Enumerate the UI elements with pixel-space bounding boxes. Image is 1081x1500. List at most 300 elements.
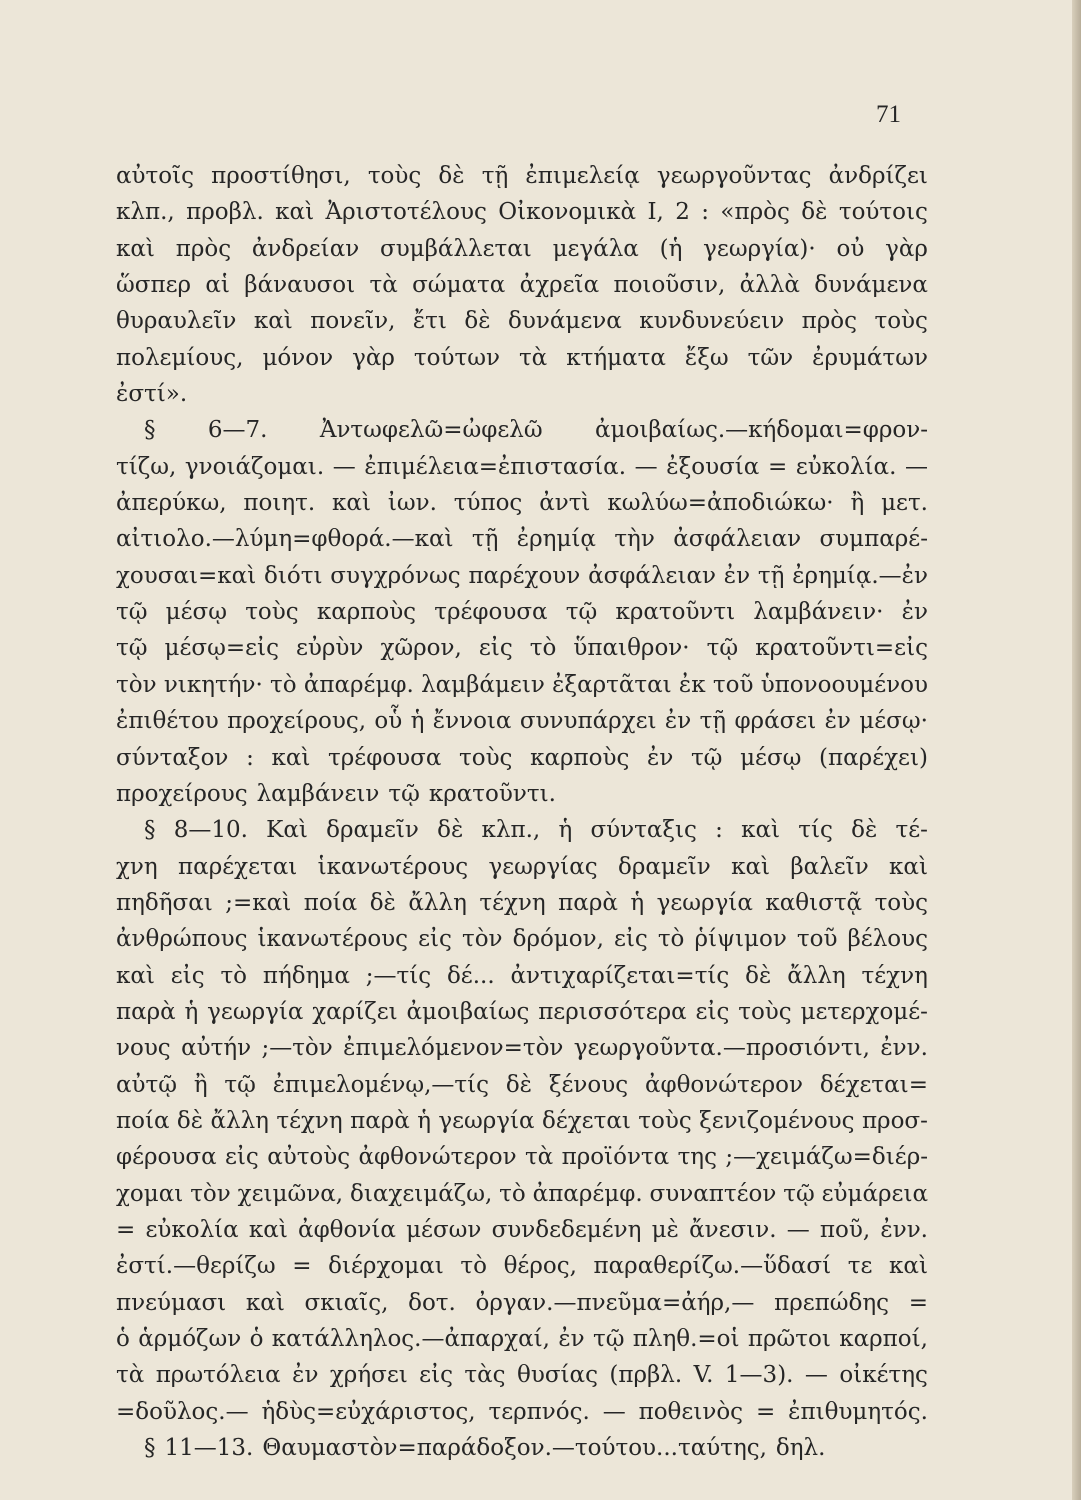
word: τύπος [453, 490, 523, 517]
word: ἄλλη [787, 962, 846, 989]
word: σκιαῖς, [304, 1289, 389, 1316]
word: ἐστί». [116, 381, 188, 408]
word: τὸ [529, 635, 557, 662]
word: εἰς [418, 926, 452, 953]
word: παραθερίζω.—ὕδασί [593, 1253, 832, 1280]
word: λαμβάνειν· [753, 599, 884, 626]
word: — [804, 1362, 828, 1389]
word: μόνον [262, 344, 334, 371]
word: προσ- [861, 1107, 928, 1134]
text-line [116, 1030, 928, 1066]
word: πρὸς [801, 308, 858, 335]
word: ἰων. [387, 490, 437, 517]
word: γεωργία [438, 1107, 535, 1134]
word: ἐπιθέτου [116, 708, 219, 735]
word: = [292, 1253, 312, 1280]
word: 11—13. [164, 1435, 254, 1462]
word: καὶ [116, 235, 155, 262]
word: κλπ., [481, 817, 541, 844]
word: Ἀριστοτέλους [325, 199, 487, 226]
text-line [116, 558, 928, 594]
word: αὐτοὺς [267, 1144, 351, 1171]
word: ῥίψιμον [694, 926, 787, 953]
word: λαμβάμειν [421, 671, 545, 698]
text-line [116, 1103, 928, 1139]
word: κτήματα [566, 344, 666, 371]
text-line [116, 958, 928, 994]
text-line [116, 376, 928, 412]
word: φέρουσα [116, 1144, 217, 1171]
word: ὁ [116, 1326, 130, 1352]
word: καὶ [275, 199, 315, 226]
word: ἐπιθυμητός. [788, 1398, 928, 1425]
word: δὲ [505, 1071, 533, 1098]
word: συμπαρέ- [819, 526, 928, 553]
word: τίζω, [116, 453, 177, 480]
word: δὲ [437, 817, 464, 844]
word: ;=καὶ [225, 889, 292, 916]
word: καὶ [248, 1216, 288, 1243]
word: τὰ [369, 272, 398, 299]
word: ἡδὺς=εὐχάριστος, [261, 1398, 476, 1425]
word: τοῦ [712, 671, 754, 698]
word: τῷ [690, 744, 723, 771]
word: ἐν [664, 708, 692, 735]
word: ὀργαν.—πνεῦμα=ἀήρ,— [475, 1289, 755, 1316]
text-line [116, 340, 928, 376]
word: ἀπαρέμφ. [303, 671, 414, 698]
word: πηδῆσαι [116, 889, 213, 916]
word: προβλ. [186, 199, 264, 226]
word: συνδεδεμένη [491, 1216, 642, 1243]
word: § [144, 1435, 156, 1462]
text-line [116, 1430, 928, 1466]
word: = [116, 1216, 136, 1243]
word: τῷ [116, 599, 148, 626]
word: τῇ [757, 562, 785, 589]
word: — [634, 453, 658, 480]
text-line [116, 1357, 928, 1393]
word: τοὺς [459, 744, 513, 771]
word: ἔξω [684, 344, 729, 371]
word: τερπνός. [488, 1398, 590, 1425]
word: Ι, [647, 199, 664, 226]
word: = [908, 1289, 928, 1316]
word: φράσει [734, 708, 817, 735]
word: ;—τὸν [261, 1035, 333, 1062]
word: τὰ [518, 344, 548, 371]
word: ὥσπερ [116, 272, 192, 299]
word: ἐκ [678, 671, 706, 698]
word: τῷ [592, 1326, 625, 1352]
word: ἔννοια [432, 708, 512, 735]
word: — [602, 1398, 626, 1425]
text-line [116, 267, 928, 303]
word: μετερχομέ- [800, 998, 928, 1025]
word: λαμβάνειν [256, 780, 380, 807]
word: 6—7. [207, 417, 268, 444]
word: — [905, 453, 928, 480]
word: γεωργοῦντας [656, 163, 812, 189]
word: αἰτιολο.—λύμη=φθορά.—καὶ [116, 526, 454, 553]
word: τοὺς [638, 1107, 692, 1134]
text-line [116, 594, 928, 630]
word: δραμεῖν [617, 853, 711, 880]
text-line [116, 1139, 928, 1175]
word: τὸ [460, 1253, 487, 1280]
word: 2 [675, 199, 690, 226]
word: χνη [116, 853, 158, 880]
word: χουσαι=καὶ [116, 562, 257, 589]
word: τὸ [220, 962, 248, 989]
text-line [116, 667, 928, 703]
word: τέ- [895, 817, 928, 844]
text-line [116, 921, 928, 957]
word: ὁ [249, 1326, 264, 1352]
word: τίς [798, 817, 833, 844]
word: ποιοῦσιν, [613, 272, 726, 299]
word: ξενιζομένους [699, 1107, 855, 1134]
word: γεωργία)· [703, 235, 816, 262]
text-line [116, 303, 928, 339]
word: — [786, 1216, 810, 1243]
word: τὸν [190, 1180, 231, 1207]
word: δυνάμενα [814, 272, 928, 299]
word: ξένους [548, 1071, 629, 1098]
word: τῷ [116, 635, 148, 662]
text-line [116, 849, 928, 885]
word: προχείρους, [227, 708, 367, 735]
word: κυνδυνεύειν [639, 308, 785, 335]
word: διαχειμάζω, [349, 1180, 493, 1207]
word: ἐρυμάτων [812, 344, 928, 371]
word: νους [116, 1035, 171, 1062]
text-line [116, 1176, 928, 1212]
word: καρποὺς [530, 744, 630, 771]
word: ἄνεσιν. [689, 1216, 777, 1243]
word: ποθεινὸς [638, 1398, 744, 1425]
word: καὶ [889, 1253, 928, 1280]
word: συνυπάρχει [519, 708, 657, 735]
word: ἀμοιβαίως [406, 998, 530, 1025]
word: ἐνν. [880, 1216, 928, 1243]
text-line [116, 1212, 928, 1248]
word: καὶ [253, 308, 293, 335]
word: δέχεται= [819, 1071, 928, 1098]
word: ἐν [292, 1362, 319, 1389]
word: μέσῳ [165, 599, 227, 626]
word: βαλεῖν [790, 853, 869, 880]
word: σώματα [412, 272, 506, 299]
word: ἐξουσία [666, 453, 760, 480]
word: αἱ [205, 272, 230, 299]
word: ἱκανωτέρους [257, 926, 409, 953]
word: βέλους [847, 926, 928, 953]
word: ἀφθονία [298, 1216, 396, 1243]
word: πνεύμασι [116, 1289, 227, 1316]
word: μετ. [881, 490, 928, 517]
word: γεωργοῦντα.—προσιόντι, [573, 1035, 870, 1062]
word: παρέχουν [468, 562, 581, 589]
word: τρέφουσα [434, 599, 548, 626]
word: σύνταξις [590, 817, 697, 844]
word: πρὸς [175, 235, 232, 262]
word: καρποί, [839, 1326, 928, 1352]
word: δὲ [176, 1107, 204, 1134]
word: μέσων [406, 1216, 482, 1243]
word: ;—χειμάζω=διέρ- [725, 1144, 928, 1171]
word: θυσίας [516, 1362, 598, 1389]
word: ἀχρεῖα [519, 272, 600, 299]
text-line [116, 1321, 928, 1357]
word: πρωτόλεια [155, 1362, 281, 1389]
word: τέχνη [276, 1107, 343, 1134]
word: ἐν [824, 708, 851, 735]
text-line [116, 194, 928, 230]
word: δέχεται [541, 1107, 631, 1134]
word: τῇ [481, 163, 509, 189]
word: καθιστᾷ [765, 889, 863, 916]
word: συγχρόνως [330, 562, 461, 589]
word: δὲ [745, 962, 772, 989]
word: καὶ [741, 817, 781, 844]
word: μέσῳ=εἰς [164, 635, 279, 662]
page-number: 71 [876, 101, 901, 128]
word: ἐπιμελείᾳ [525, 163, 640, 189]
word: ποία [303, 889, 358, 916]
word: Καὶ [266, 817, 308, 844]
word: τοὺς [367, 163, 422, 189]
word: τῷ [388, 780, 420, 807]
word: ἀνδρείαν [251, 235, 360, 262]
word: τὸ [657, 926, 685, 953]
word: τοῦ [796, 926, 838, 953]
word: οὐ [836, 235, 865, 262]
word: Ἀντωφελῶ=ὠφελῶ [319, 417, 543, 444]
word: διότι [264, 562, 323, 589]
word: χρήσει [329, 1362, 408, 1389]
text-line [116, 449, 928, 485]
word: ἐπιμέλεια=ἐπιστασία. [364, 453, 627, 480]
word: ἐν [723, 562, 751, 589]
word: τούτων [413, 344, 500, 371]
word: τρέφουσα [328, 744, 442, 771]
word: δέ... [446, 962, 495, 989]
word: εἰς [695, 998, 730, 1025]
word: ἀπερύκω, [116, 490, 227, 517]
word: δηλ. [775, 1435, 826, 1462]
word: ἐρημίᾳ.—ἐν [792, 562, 928, 589]
word: ἀφθονώτερον [358, 1144, 517, 1171]
word: 8—10. [173, 817, 248, 844]
word: τοὺς [245, 599, 299, 626]
text-line [116, 740, 928, 776]
word: τέχνη [479, 889, 546, 916]
word: χῶρον, [380, 635, 462, 662]
word: κρατοῦντι=εἰς [755, 635, 928, 662]
word: καὶ [731, 853, 771, 880]
text-line [116, 158, 928, 194]
word: θυραυλεῖν [116, 308, 237, 335]
word: γεωργία [207, 998, 304, 1025]
word: ποία [116, 1107, 170, 1134]
word: Οἰκονομικὰ [498, 199, 637, 226]
word: τὸ [499, 1180, 526, 1207]
word: (πρβλ. [609, 1362, 683, 1389]
word: ἀμοιβαίως.—κήδομαι=φρον- [595, 417, 928, 444]
word: τῷ [783, 1180, 815, 1207]
word: διέρχομαι [328, 1253, 444, 1280]
text-line [116, 1394, 928, 1430]
word: κρατοῦντι [615, 599, 736, 626]
word: τῇ [471, 526, 499, 553]
word: ἱκανωτέρους [317, 853, 469, 880]
word: τῷ [565, 599, 598, 626]
word: εὐρὺν [296, 635, 364, 662]
word: τῇ [699, 708, 727, 735]
word: : [701, 199, 710, 226]
word: αὐτήν [181, 1035, 252, 1062]
text-line [116, 994, 928, 1030]
word: ἀλλὰ [739, 272, 800, 299]
word: αὐτῷ [116, 1071, 177, 1098]
text-line [116, 1067, 928, 1103]
word: καρποὺς [316, 599, 417, 626]
text-line [116, 776, 928, 812]
word: ποιητ. [243, 490, 316, 517]
word: ἐπιμελομένῳ,—τίς [272, 1071, 490, 1098]
word: εἰς [170, 962, 205, 989]
word: — [332, 453, 356, 480]
word: ἀσφάλειαν [673, 526, 802, 553]
word: τοὺς [874, 308, 928, 335]
text-line [116, 412, 928, 448]
word: κρατοῦντι. [428, 780, 556, 807]
word: τὰς [464, 1362, 506, 1389]
word: γεωργία [656, 889, 753, 916]
word: γνοιάζομαι. [184, 453, 325, 480]
word: τούτοις [838, 199, 928, 226]
word: ἡ [630, 889, 645, 916]
word: ὕπαιθρον· [573, 635, 690, 662]
word: τὸ [270, 671, 297, 698]
word: ἔτι [412, 308, 447, 335]
word: θέρος, [503, 1253, 577, 1280]
text-line [116, 1285, 928, 1321]
word: ἐξαρτᾶται [552, 671, 672, 698]
word: δὲ [369, 889, 396, 916]
word: : [246, 744, 254, 771]
word: ἀντιχαρίζεται=τίς [510, 962, 730, 989]
word: εἰς [419, 1362, 453, 1389]
word: γὰρ [352, 344, 395, 371]
word: τοὺς [738, 998, 792, 1025]
word: εἰς [613, 926, 648, 953]
word: ἐρημίᾳ [516, 526, 596, 553]
word: χαρίζει [312, 998, 398, 1025]
word: δὲ [438, 163, 465, 189]
word: εὐκολία [145, 1216, 239, 1243]
word: γεωργίας [488, 853, 598, 880]
word: § [144, 817, 156, 844]
word: δραμεῖν [326, 817, 419, 844]
word: «πρὸς [720, 199, 790, 226]
word: βάναυσοι [244, 272, 356, 299]
word: ὑπονοουμένου [760, 671, 928, 698]
word: ποῦ, [819, 1216, 871, 1243]
word: εὐμάρεια [821, 1180, 928, 1207]
word: ἡ [558, 817, 573, 844]
text-line [116, 703, 928, 739]
word: ;—τίς [365, 962, 432, 989]
word: νικητήν· [163, 671, 263, 698]
word: μὲ [651, 1216, 679, 1243]
word: πήδημα [262, 962, 350, 989]
text-line [116, 231, 928, 267]
word: αὐτοῖς [116, 163, 194, 189]
word: παρὰ [116, 998, 176, 1025]
word: δὲ [801, 199, 828, 226]
word: τὴν [614, 526, 655, 553]
word: τὰ [524, 1144, 554, 1171]
word: τῶν [747, 344, 794, 371]
word: ἀνδρίζει [828, 163, 928, 189]
word: = [755, 1398, 776, 1425]
word: καὶ [271, 744, 311, 771]
word: ἢ [850, 490, 865, 517]
word: § [144, 417, 156, 444]
word: V. [693, 1362, 714, 1389]
page-edge [1072, 0, 1081, 1500]
word: τὰ [116, 1362, 145, 1389]
word: οὗ [374, 708, 403, 735]
word: δρόμον, [512, 926, 604, 953]
word: τε [847, 1253, 873, 1280]
word: πρῶτοι [747, 1326, 831, 1352]
text-line [116, 812, 928, 848]
word: περισσότερα [538, 998, 687, 1025]
word: δυνάμενα [508, 308, 622, 335]
word: καὶ [245, 1289, 285, 1316]
word: κλπ., [116, 199, 175, 226]
word: τὸν [116, 671, 157, 698]
word: παρέχεται [178, 853, 298, 880]
word: καὶ [116, 962, 155, 989]
word: πονεῖν, [310, 308, 396, 335]
word: ἐν [558, 1326, 585, 1352]
text-line [116, 485, 928, 521]
word: εἰς [224, 1144, 259, 1171]
word: ἐστί.—θερίζω [116, 1253, 276, 1280]
word: εὐκολία. [795, 453, 897, 480]
word: ἡ [410, 708, 425, 735]
word: ἐν [901, 599, 928, 626]
word: σύνταξον [116, 744, 229, 771]
word: δοτ. [408, 1289, 456, 1316]
word: ἄλλη [210, 1107, 269, 1134]
word: ἀντὶ [539, 490, 591, 517]
word: τὸν [461, 926, 503, 953]
word: = [767, 453, 788, 480]
word: (ἡ [659, 235, 683, 262]
word: κωλύω=ἀποδιώκω· [607, 490, 834, 517]
body-text [116, 158, 928, 1466]
word: προχείρους [116, 780, 248, 807]
word: συναπτέον [649, 1180, 777, 1207]
word: οἰκέτης [839, 1362, 928, 1389]
text-line [116, 885, 928, 921]
word: ἄλλη [408, 889, 467, 916]
